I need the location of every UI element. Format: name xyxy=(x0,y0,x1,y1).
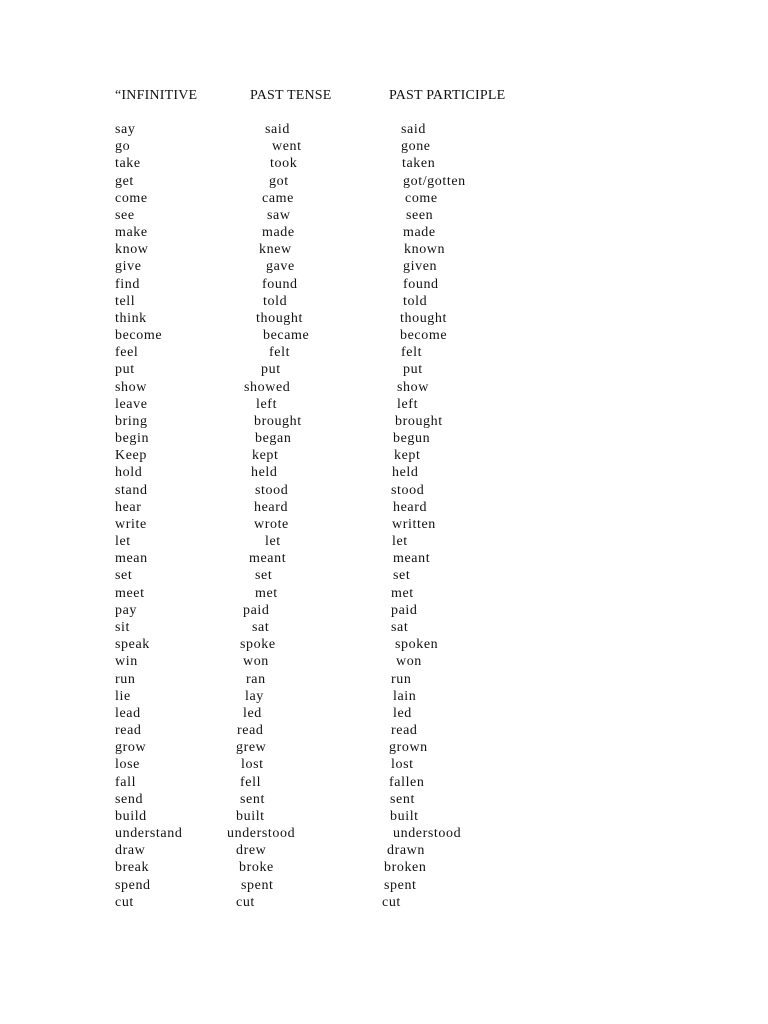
infinitive-cell: lie xyxy=(115,688,131,704)
infinitive-cell: stand xyxy=(115,482,148,498)
infinitive-cell: understand xyxy=(115,826,183,842)
infinitive-cell: send xyxy=(115,791,144,807)
past-participle-cell: won xyxy=(396,654,422,670)
past-tense-cell: read xyxy=(237,723,264,739)
past-tense-cell: won xyxy=(243,654,269,670)
past-participle-cell: show xyxy=(397,379,429,395)
past-participle-cell: lost xyxy=(391,757,414,773)
infinitive-cell: let xyxy=(115,534,131,550)
verb-row xyxy=(0,602,768,619)
past-tense-cell: spent xyxy=(241,877,274,893)
past-tense-cell: met xyxy=(255,585,278,601)
past-participle-cell: said xyxy=(401,122,426,137)
past-participle-cell: paid xyxy=(391,602,418,618)
verb-row xyxy=(0,808,768,825)
past-tense-cell: told xyxy=(263,293,288,309)
infinitive-cell: hold xyxy=(115,465,143,481)
verb-row xyxy=(0,327,768,344)
verb-row xyxy=(0,550,768,567)
past-tense-cell: put xyxy=(261,362,281,378)
verb-row xyxy=(0,396,768,413)
past-participle-cell: put xyxy=(403,362,423,378)
past-tense-cell: came xyxy=(262,190,294,206)
verb-row xyxy=(0,138,768,155)
infinitive-cell: take xyxy=(115,156,141,172)
past-tense-cell: stood xyxy=(255,482,289,498)
infinitive-cell: find xyxy=(115,276,140,292)
past-tense-cell: thought xyxy=(256,310,303,326)
past-participle-cell: met xyxy=(391,585,414,601)
past-tense-cell: began xyxy=(255,431,292,447)
verb-row xyxy=(0,756,768,773)
verb-row xyxy=(0,739,768,756)
verb-row xyxy=(0,413,768,430)
infinitive-cell: run xyxy=(115,671,136,687)
past-tense-cell: found xyxy=(262,276,298,292)
past-participle-cell: brought xyxy=(395,413,443,429)
verb-row xyxy=(0,361,768,378)
past-participle-cell: led xyxy=(393,705,412,721)
verb-row xyxy=(0,447,768,464)
infinitive-cell: hear xyxy=(115,499,142,515)
past-participle-cell: fallen xyxy=(389,774,425,790)
past-tense-cell: lay xyxy=(245,688,264,704)
past-participle-cell: broken xyxy=(384,860,427,876)
infinitive-cell: think xyxy=(115,310,147,326)
infinitive-cell: sit xyxy=(115,619,131,635)
past-tense-cell: lost xyxy=(241,757,264,773)
verb-row xyxy=(0,567,768,584)
infinitive-cell: break xyxy=(115,860,150,876)
verb-row xyxy=(0,464,768,481)
verb-row xyxy=(0,344,768,361)
past-tense-cell: showed xyxy=(244,379,291,395)
past-participle-cell: seen xyxy=(406,207,434,223)
infinitive-cell: get xyxy=(115,173,134,189)
past-tense-cell: grew xyxy=(236,740,267,756)
infinitive-cell: know xyxy=(115,242,149,258)
infinitive-cell: bring xyxy=(115,413,148,429)
past-participle-cell: gone xyxy=(401,139,431,155)
past-participle-cell: thought xyxy=(400,310,447,326)
past-participle-cell: read xyxy=(391,723,418,739)
header-past-participle: PAST PARTICIPLE xyxy=(389,88,506,103)
infinitive-cell: lead xyxy=(115,705,141,721)
infinitive-cell: say xyxy=(115,122,136,137)
past-tense-cell: meant xyxy=(249,551,287,567)
past-participle-cell: spoken xyxy=(395,637,439,653)
past-tense-cell: sat xyxy=(252,619,270,635)
verb-row xyxy=(0,671,768,688)
past-tense-cell: heard xyxy=(254,499,289,515)
past-participle-cell: sat xyxy=(391,619,409,635)
infinitive-cell: mean xyxy=(115,551,148,567)
verb-row xyxy=(0,636,768,653)
verb-row xyxy=(0,155,768,172)
past-tense-cell: let xyxy=(265,534,281,550)
past-participle-cell: made xyxy=(403,225,436,241)
past-participle-cell: lain xyxy=(393,688,417,704)
infinitive-cell: grow xyxy=(115,740,147,756)
past-participle-cell: stood xyxy=(391,482,425,498)
past-participle-cell: let xyxy=(392,534,408,550)
past-tense-cell: set xyxy=(255,568,273,584)
past-tense-cell: held xyxy=(251,465,278,481)
verb-row xyxy=(0,173,768,190)
past-tense-cell: got xyxy=(269,173,289,189)
infinitive-cell: fall xyxy=(115,774,137,790)
infinitive-cell: write xyxy=(115,516,147,532)
past-tense-cell: made xyxy=(262,225,295,241)
infinitive-cell: Keep xyxy=(115,448,147,464)
verb-row xyxy=(0,207,768,224)
past-tense-cell: felt xyxy=(269,345,291,361)
verb-row xyxy=(0,722,768,739)
verb-row xyxy=(0,430,768,447)
past-tense-cell: spoke xyxy=(240,637,276,653)
infinitive-cell: pay xyxy=(115,602,138,618)
infinitive-cell: show xyxy=(115,379,147,395)
infinitive-cell: read xyxy=(115,723,142,739)
past-participle-cell: understood xyxy=(393,826,462,842)
verb-row xyxy=(0,258,768,275)
infinitive-cell: meet xyxy=(115,585,145,601)
past-participle-cell: come xyxy=(405,190,438,206)
infinitive-cell: lose xyxy=(115,757,140,773)
verb-row xyxy=(0,585,768,602)
verb-row xyxy=(0,859,768,876)
infinitive-cell: build xyxy=(115,808,147,824)
past-participle-cell: built xyxy=(390,808,419,824)
past-participle-cell: found xyxy=(403,276,439,292)
past-participle-cell: given xyxy=(403,259,438,275)
infinitive-cell: feel xyxy=(115,345,139,361)
verb-row xyxy=(0,293,768,310)
past-participle-cell: set xyxy=(393,568,411,584)
past-participle-cell: held xyxy=(392,465,419,481)
past-participle-cell: kept xyxy=(394,448,421,464)
past-tense-cell: cut xyxy=(236,894,255,910)
past-tense-cell: drew xyxy=(236,843,267,859)
verb-row xyxy=(0,842,768,859)
past-tense-cell: led xyxy=(243,705,262,721)
verb-row xyxy=(0,121,768,138)
infinitive-cell: make xyxy=(115,225,148,241)
infinitive-cell: win xyxy=(115,654,138,670)
past-participle-cell: told xyxy=(403,293,428,309)
past-participle-cell: begun xyxy=(393,431,431,447)
past-tense-cell: paid xyxy=(243,602,270,618)
past-participle-cell: become xyxy=(400,328,448,344)
verb-row xyxy=(0,688,768,705)
verb-row xyxy=(0,190,768,207)
infinitive-cell: draw xyxy=(115,843,146,859)
past-tense-cell: brought xyxy=(254,413,302,429)
past-tense-cell: kept xyxy=(252,448,279,464)
past-participle-cell: cut xyxy=(382,894,401,910)
infinitive-cell: leave xyxy=(115,396,148,412)
infinitive-cell: set xyxy=(115,568,133,584)
infinitive-cell: see xyxy=(115,207,135,223)
infinitive-cell: become xyxy=(115,328,163,344)
past-tense-cell: broke xyxy=(239,860,274,876)
past-tense-cell: saw xyxy=(267,207,291,223)
past-participle-cell: heard xyxy=(393,499,428,515)
past-tense-cell: wrote xyxy=(254,516,289,532)
infinitive-cell: tell xyxy=(115,293,136,309)
past-participle-cell: felt xyxy=(401,345,423,361)
verb-row xyxy=(0,825,768,842)
past-tense-cell: took xyxy=(270,156,298,172)
verb-row xyxy=(0,310,768,327)
past-tense-cell: left xyxy=(256,396,278,412)
header-past-tense: PAST TENSE xyxy=(250,88,332,103)
verb-row xyxy=(0,276,768,293)
past-tense-cell: knew xyxy=(259,242,292,258)
past-participle-cell: got/gotten xyxy=(403,173,466,189)
verb-row xyxy=(0,533,768,550)
infinitive-cell: begin xyxy=(115,431,150,447)
past-tense-cell: said xyxy=(265,122,290,137)
past-participle-cell: grown xyxy=(389,740,428,756)
past-participle-cell: known xyxy=(404,242,446,258)
verb-row xyxy=(0,877,768,894)
column-header-row xyxy=(0,88,768,106)
header-infinitive: “INFINITIVE xyxy=(115,88,198,103)
verb-row xyxy=(0,241,768,258)
past-tense-cell: gave xyxy=(266,259,295,275)
infinitive-cell: speak xyxy=(115,637,150,653)
verb-row xyxy=(0,619,768,636)
past-tense-cell: understood xyxy=(227,826,296,842)
past-tense-cell: went xyxy=(272,139,302,155)
past-participle-cell: drawn xyxy=(387,843,425,859)
past-tense-cell: sent xyxy=(240,791,265,807)
past-participle-cell: left xyxy=(397,396,419,412)
verb-table xyxy=(0,121,768,911)
past-tense-cell: fell xyxy=(240,774,262,790)
past-participle-cell: taken xyxy=(402,156,436,172)
infinitive-cell: give xyxy=(115,259,142,275)
past-tense-cell: became xyxy=(263,328,310,344)
past-participle-cell: meant xyxy=(393,551,431,567)
verb-row xyxy=(0,774,768,791)
past-participle-cell: run xyxy=(391,671,412,687)
verb-row xyxy=(0,516,768,533)
past-tense-cell: ran xyxy=(246,671,266,687)
verb-row xyxy=(0,791,768,808)
verb-row xyxy=(0,894,768,911)
infinitive-cell: come xyxy=(115,190,148,206)
infinitive-cell: put xyxy=(115,362,135,378)
verb-row xyxy=(0,653,768,670)
past-tense-cell: built xyxy=(236,808,265,824)
verb-row xyxy=(0,379,768,396)
verb-row xyxy=(0,499,768,516)
verb-row xyxy=(0,224,768,241)
verb-row xyxy=(0,482,768,499)
infinitive-cell: cut xyxy=(115,894,134,910)
infinitive-cell: spend xyxy=(115,877,151,893)
past-participle-cell: spent xyxy=(384,877,417,893)
infinitive-cell: go xyxy=(115,139,131,155)
verb-row xyxy=(0,705,768,722)
past-participle-cell: written xyxy=(392,516,436,532)
past-participle-cell: sent xyxy=(390,791,415,807)
